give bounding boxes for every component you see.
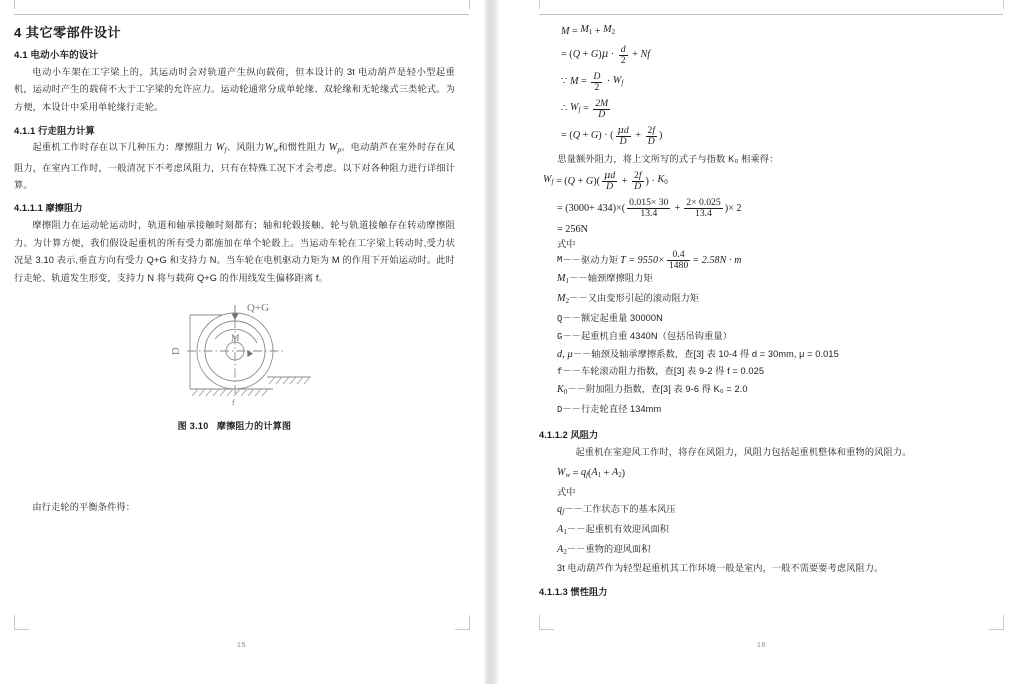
equation-4: ∴ $W_f$ = $\frac{2M}{D}$: [561, 97, 609, 120]
crop-mark-top-right-right-page: [989, 0, 1004, 9]
equation-7-plus: +: [674, 202, 681, 214]
definition-dash-K0: －－: [567, 384, 587, 395]
equation-3: ∵ M = $\frac{D}{2}$ · $W_f$: [561, 70, 624, 93]
definition-dash-A2: －－: [566, 543, 586, 554]
definition-text-M2: 又由变形引起的滚动阻力矩: [587, 293, 700, 304]
definition-symbol-d-mu: d, μ: [557, 349, 573, 361]
equation-8-text: = 256N: [557, 223, 588, 235]
definition-item-D: [557, 401, 1003, 419]
equation-7: [543, 195, 1003, 222]
definition-symbol-M: M: [557, 255, 563, 266]
definition-symbol-f: f: [557, 367, 563, 378]
shizhong-label-2: 式中: [557, 486, 576, 497]
figure-caption-text: 摩擦阻力的计算图: [216, 421, 292, 432]
definition-dash-Q: －－: [562, 313, 581, 324]
page-right: [499, 0, 1024, 684]
definition-item-K0: [557, 381, 1003, 401]
page-number-left: 15: [236, 640, 247, 649]
page-right-content: [539, 22, 1003, 601]
figure-label-load: Q+G: [246, 302, 269, 314]
header-rule-right: [539, 14, 1003, 15]
section-heading-4-1-1-2: 4.1.1.2 风阻力: [539, 430, 599, 441]
ground-hatching-left: [192, 389, 268, 396]
definition-symbol-Q: Q: [557, 314, 563, 325]
shizhong-label-1: 式中: [557, 239, 576, 250]
definition-text-A2: 重物的迎风面积: [585, 543, 651, 554]
paragraph-4-1: 电动小车架在工字梁上的，其运动时会对轨道产生纵向载荷，但本设计的 3t 电动葫芦是轻小型起重机，运动时产生的载荷不大于工字梁的允许应力。运动轮通常分成单轮缘、双轮缘和无轮缘式三类轮式。为方便，本设计中采用单轮缘行走轮。: [14, 67, 455, 112]
definition-formula-M-num: 0.4: [672, 250, 685, 261]
para-411-part4: 。电动葫芦在室外时存在风阻力，在室内工作时，一般清况下不考虑风阻力，只有在特殊工况下才会考虑。以下对各种阻力进行详细计算。: [14, 142, 455, 190]
definition-symbol-A1: $A_1$: [557, 523, 567, 536]
definition-text-Q: 额定起重量 30000N: [580, 313, 663, 324]
figure-caption: [14, 418, 455, 434]
definition-dash-G: －－: [562, 331, 581, 342]
page-gutter: [483, 0, 499, 684]
definition-text-D: 行走轮直径 134mm: [580, 404, 662, 415]
definition-symbol-D: D: [557, 405, 563, 416]
symbol-wf-1: $W_f$: [215, 142, 227, 155]
header-rule-left: [14, 14, 469, 15]
page-number-right: 16: [756, 640, 767, 649]
definition-formula-M-lhs: T = 9550×: [620, 255, 665, 267]
definition-symbol-G: G: [557, 332, 563, 343]
figure-label-moment: M: [230, 334, 239, 344]
definition-symbol-A2: $A_2$: [557, 543, 567, 556]
definition-dash-d-mu: －－: [572, 349, 592, 360]
definition-formula-M-rhs: = 2.58N · m: [692, 255, 742, 267]
para-411-part1: 起重机工作时存在以下几种压力：摩擦阻力: [32, 142, 216, 153]
equation-block-final: [539, 168, 1003, 237]
equation-7-frac1-den: 13.4: [627, 208, 670, 219]
definition-dash-M2: －－: [569, 293, 588, 304]
definition-item-Q: [557, 310, 1003, 328]
definition-text-qf: 工作状态下的基本风压: [582, 503, 676, 514]
crop-mark-top-left-right-page: [539, 0, 554, 9]
figure-3-10: [14, 301, 455, 434]
definition-dash-A1: －－: [566, 523, 586, 534]
definition-symbol-K0: $K_0$: [557, 384, 568, 397]
definition-dash-qf: －－: [564, 503, 583, 514]
definition-text-f: 车轮滚动阻力指数，查[3] 表 9-2 得 f = 0.025: [580, 366, 765, 377]
definition-text-G: 起重机自重 4340N（包括吊钩重量）: [580, 331, 732, 342]
friction-wheel-diagram: [135, 301, 335, 406]
section-heading-4-1-1-3: 4.1.1.3 惯性阻力: [539, 587, 608, 598]
equation-wind-resistance: $W_w$ = $q_f$ ( $A_1$ + $A_2$ ): [557, 466, 626, 480]
equation-7-frac1-num: 0.015× 30: [629, 196, 669, 208]
equation-7-lhs: = (3000+ 434)×(: [557, 202, 626, 214]
closing-line-left: 由行走轮的平衡条件得：: [32, 502, 136, 513]
definition-symbol-M2: $M_2$: [557, 293, 570, 306]
definition-dash-f: －－: [562, 366, 581, 377]
section-heading-4-1-1-1: 4.1.1.1 摩擦阻力: [14, 203, 83, 214]
definition-item-qf: [557, 501, 1003, 521]
figure-caption-number: 3.10: [189, 421, 209, 432]
definition-text-A1: 起重机有效迎风面积: [585, 523, 670, 534]
crop-mark-bottom-right-right-page: [989, 615, 1004, 630]
equation-1: M = $M_1$ + $M_2$: [561, 24, 616, 37]
symbol-wp-1: $W_p$: [328, 142, 341, 155]
definition-item-d-mu: [557, 346, 1003, 363]
equation-6: $W_f$ = ( Q + G )( $\frac{\mu d}{D}$ + $\frac{2f}{D}$ ) · $K_0$: [543, 169, 668, 193]
definition-item-M: [557, 251, 1003, 270]
definition-text-M: 驱动力矩: [580, 255, 619, 266]
paragraph-4-1-1: [14, 139, 455, 194]
symbol-ww-1: $W_w$: [264, 142, 279, 155]
page-title: 4 其它零部件设计: [14, 25, 121, 40]
load-arrowhead: [231, 314, 238, 320]
equation-2: = ( Q + G ) μ · $\frac{d}{2}$ + Nf: [561, 43, 651, 66]
definition-item-G: [557, 328, 1003, 346]
crop-mark-bottom-left-right-page: [539, 615, 554, 630]
definition-text-K0: 附加阻力指数，查[3] 表 9-6 得 K₀ = 2.0: [586, 384, 748, 395]
paragraph-4-1-1-2: 起重机在室迎风工作时，将存在风阻力，风阻力包括起重机整体和重物的风阻力。: [575, 447, 912, 458]
definition-symbol-qf: $q_f$: [557, 503, 565, 516]
definition-item-M1: [557, 270, 1003, 290]
equation-5: = ( Q + G ) · ( $\frac{\mu d}{D}$ + $\frac{2f}{D}$ ): [561, 124, 663, 147]
definition-text-M1: 轴颈摩擦阻力矩: [587, 273, 653, 284]
definition-symbol-M1: $M_1$: [557, 273, 570, 286]
definition-formula-M-den: 1480: [668, 261, 689, 272]
definition-dash-M1: －－: [569, 273, 588, 284]
definition-list-wind: [539, 501, 1003, 578]
page-left-content: [14, 24, 455, 517]
equation-8: [543, 222, 1003, 237]
crop-mark-top-right: [455, 0, 470, 9]
crop-mark-bottom-left: [14, 615, 29, 630]
equation-7-rhs: )× 2: [724, 202, 742, 214]
equation-7-frac2-num: 2× 0.025: [686, 196, 721, 208]
equation-7-frac2-den: 13.4: [684, 208, 722, 219]
section-heading-4-1-1: 4.1.1 行走阻力计算: [14, 125, 95, 137]
page-left: [0, 0, 483, 684]
definition-item-M2: [557, 290, 1003, 310]
crop-mark-top-left: [14, 0, 29, 9]
definition-item-f: [557, 363, 1003, 381]
figure-label-offset: f: [231, 398, 235, 406]
para-411-part2: 、风阻力: [226, 142, 265, 153]
definition-text-d-mu: 轴颈及轴承摩擦系数，查[3] 表 10-4 得 d = 30mm, μ = 0.015: [591, 349, 839, 360]
closing-line-4-1-1-2: 3t 电动葫芦作为轻型起重机其工作环境一般是室内，一般不需要要考虑风阻力。: [557, 563, 884, 574]
equation-block-derivation: [539, 22, 1003, 150]
paragraph-4-1-1-1: 摩擦阻力在运动轮运动时，轨道和轴承接触时刻都有；轴和轮毂接触、轮与轨道接触存在转动摩擦阻力。为计算方便，我们假设起重机的所有受力都施加在单个轮毂上。当运动车轮在工字梁上转动时,受力状况是 3.10 表示,垂直方向有受力 Q+G 和支持力 N。当车轮在电机驱动力矩为 M 的作用下开始运动时。此时行走轮、轨道发生形变，支持力 N 将与载荷 Q+G 的作用线发生偏移距离 f。: [14, 220, 455, 283]
note-extra-resistance: 思量额外阻力，将上文所写的式子与指数 K₀ 相乘得：: [557, 154, 779, 164]
figure-label-diameter: D: [170, 347, 182, 355]
ground-hatching-right: [269, 377, 310, 384]
crop-mark-bottom-right: [455, 615, 470, 630]
para-411-part3: 和惯性阻力: [278, 142, 329, 153]
definition-item-A1: [557, 521, 1003, 541]
definition-dash-D: －－: [562, 404, 581, 415]
definition-dash-M: －－: [562, 255, 581, 266]
figure-caption-prefix: 图: [177, 421, 187, 432]
definition-list-friction: [539, 251, 1003, 419]
section-heading-4-1: 4.1 电动小车的设计: [14, 50, 99, 61]
definition-item-A2: [557, 541, 1003, 561]
